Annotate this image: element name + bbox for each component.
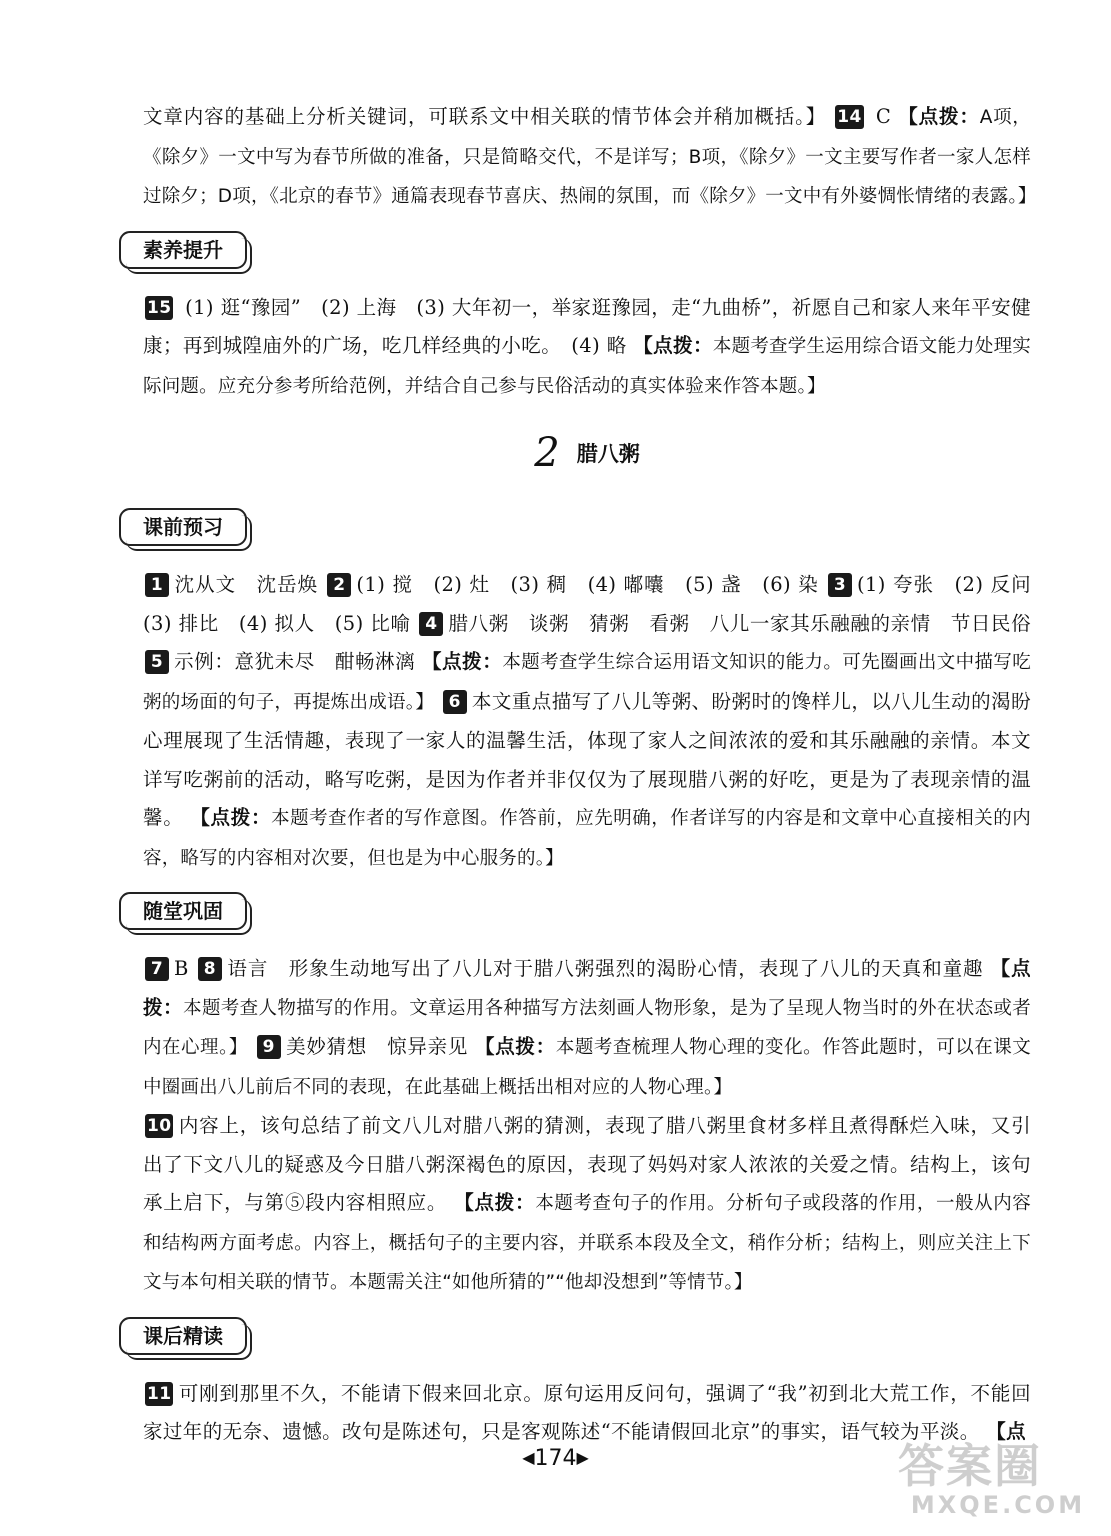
answer-text: 内容上，该句总结了前文八儿对腊八粥的猜测，表现了腊八粥里食材多样且煮得酥烂入味，又引出了下文八儿的疑惑及今日腊八粥深褐色的原因，表现了妈妈对家人浓浓的关爱之情。结构上，该句承上启下，与第⑤段内容相照应。 (143, 1114, 1031, 1214)
answer-text: 腊八粥 谈粥 猜粥 看粥 八儿一家其乐融融的亲情 节日民俗 (448, 611, 1031, 635)
question-number-badge: 2 (327, 573, 351, 597)
answer-text: 沈从文 沈岳焕 (174, 573, 319, 596)
question-number-badge: 4 (419, 612, 443, 636)
question-number-badge: 11 (147, 1383, 172, 1404)
lesson-name: 腊八粥 (576, 442, 640, 466)
tip-text: 本题考查梳理人物心理的变化。作答此题时，可以在课文中圈画出八儿前后不同的表现，在此基础上概括出相对应的人物心理。】 (143, 1037, 1031, 1098)
answer-block-13-14 (143, 98, 1037, 217)
section-heading: 课后精读 (119, 1317, 247, 1355)
question-number-badge: 3 (828, 573, 852, 597)
question-number-badge: 15 (147, 297, 172, 318)
tip-label: 【点拨： (474, 1035, 556, 1058)
question-number-badge: 1 (145, 573, 169, 597)
question-number-badge: 7 (145, 957, 169, 981)
watermark-text: 答案圈 (898, 1439, 1042, 1493)
answer-text: (1) 夸张 (2) 反问 (3) 排比 (4) 拟人 (5) 比喻 (143, 573, 1051, 635)
answer-text: B (174, 957, 189, 980)
tip-text: A项，《除夕》一文中写为春节所做的准备，只是简略交代，不是详写；B项，《除夕》一文主要写作者一家人怎样过除夕；D项，《北京的春节》通篇表现春节喜庆、热闹的氛围，而《除夕》一文中有外婆惆怅情绪的表露。】 (143, 107, 1037, 207)
tip-text: 本题考查学生综合运用语文知识的能力。可先圈画出文中描写吃粥的场面的句子，再提炼出成语。】 (143, 652, 1031, 713)
section-heading: 随堂巩固 (119, 892, 247, 930)
tip-label: 【点拨： (633, 334, 713, 357)
answer-block-consolidate (143, 950, 1031, 1107)
lesson-number: 2 (534, 430, 560, 476)
question-number-badge: 6 (443, 690, 467, 714)
question-number-badge: 5 (145, 650, 169, 674)
answer-text: (1) 搅 (2) 灶 (3) 稠 (4) 嘟囔 (5) 盏 (6) 染 (356, 573, 819, 596)
answer-text: 本文重点描写了八儿等粥、盼粥时的馋样儿，以八儿生动的渴盼心理展现了生活情趣，表现了一家人的温馨生活，体现了家人之间浓浓的爱和其乐融融的亲情。本文详写吃粥前的活动，略写吃粥，是因为作者并非仅仅为了展现腊八粥的好吃，更是为了表现亲情的温馨。 (143, 689, 1031, 829)
question-number-badge: 14 (837, 107, 862, 127)
watermark-logo (898, 1440, 1098, 1526)
question-number-badge: 10 (147, 1116, 172, 1136)
tip-label: 【点拨： (898, 105, 980, 128)
question-number-badge: 9 (257, 1035, 281, 1059)
answer-text: 示例：意犹未尽 酣畅淋漓 (174, 650, 416, 673)
answer-block-10 (143, 1107, 1031, 1303)
tip-label: 【点拨： (422, 650, 503, 673)
lesson-title (143, 430, 1031, 476)
watermark-url: MXQE.COM (910, 1491, 1086, 1519)
answer-text: 可刚到那里不久，不能请下假来回北京。原句运用反问句，强调了“我”初到北大荒工作，不能回家过年的无奈、遗憾。改句是陈述句，只是客观陈述“不能请假回北京”的事实，语气较为平淡。 (143, 1381, 1031, 1443)
answer-block-preview (143, 566, 1051, 878)
triangle-left-icon: ◀ (522, 1448, 535, 1467)
question-number-badge: 8 (198, 957, 222, 981)
answer-text: (1) 逛“豫园” (2) 上海 (3) 大年初一，举家逛豫园，走“九曲桥”，祈愿自己和家人来年平安健康；再到城隍庙外的广场，吃几样经典的小吃。 (4) 略 (143, 295, 1031, 357)
tip-text: 本题考查作者的写作意图。作答前，应先明确，作者详写的内容是和文章中心直接相关的内容，略写的内容相对次要，但也是为中心服务的。】 (143, 808, 1031, 869)
tip-label: 【点 (986, 1420, 1027, 1443)
answer-text: 文章内容的基础上分析关键词，可联系文中相关联的情节体会并稍加概括。】 (143, 105, 827, 128)
answer-text: 语言 形象生动地写出了八儿对于腊八粥强烈的渴盼心情，表现了八儿的天真和童趣 (226, 957, 984, 980)
tip-label: 【点拨： (454, 1191, 536, 1214)
answer-text: 美妙猜想 惊异亲见 (285, 1035, 469, 1058)
tip-label: 【点拨： (190, 806, 272, 829)
tip-text: 本题考查人物描写的作用。文章运用各种描写方法刻画人物形象，是为了呈现人物当时的外在状态或者内在心理。】 (143, 997, 1031, 1058)
tip-label: 【点拨： (143, 957, 1031, 1019)
page-content (143, 98, 1051, 1452)
tip-text: 本题考查学生运用综合语文能力处理实际问题。应充分参考所给范例，并结合自己参与民俗活动的真实体验来作答本题。】 (143, 336, 1032, 397)
answer-block-15 (143, 289, 1031, 407)
answer-text: C (875, 105, 892, 128)
tip-text: 本题考查句子的作用。分析句子或段落的作用，一般从内容和结构两方面考虑。内容上，概括句子的主要内容，并联系本段及全文，稍作分析；结构上，则应关注上下文与本句相关联的情节。本题需关注“如他所猜的”“他却没想到”等情节。】 (143, 1193, 1031, 1293)
triangle-right-icon: ▶ (576, 1448, 589, 1467)
section-heading: 课前预习 (119, 508, 247, 546)
page-number-value: 174 (534, 1446, 577, 1471)
section-heading: 素养提升 (119, 231, 247, 269)
